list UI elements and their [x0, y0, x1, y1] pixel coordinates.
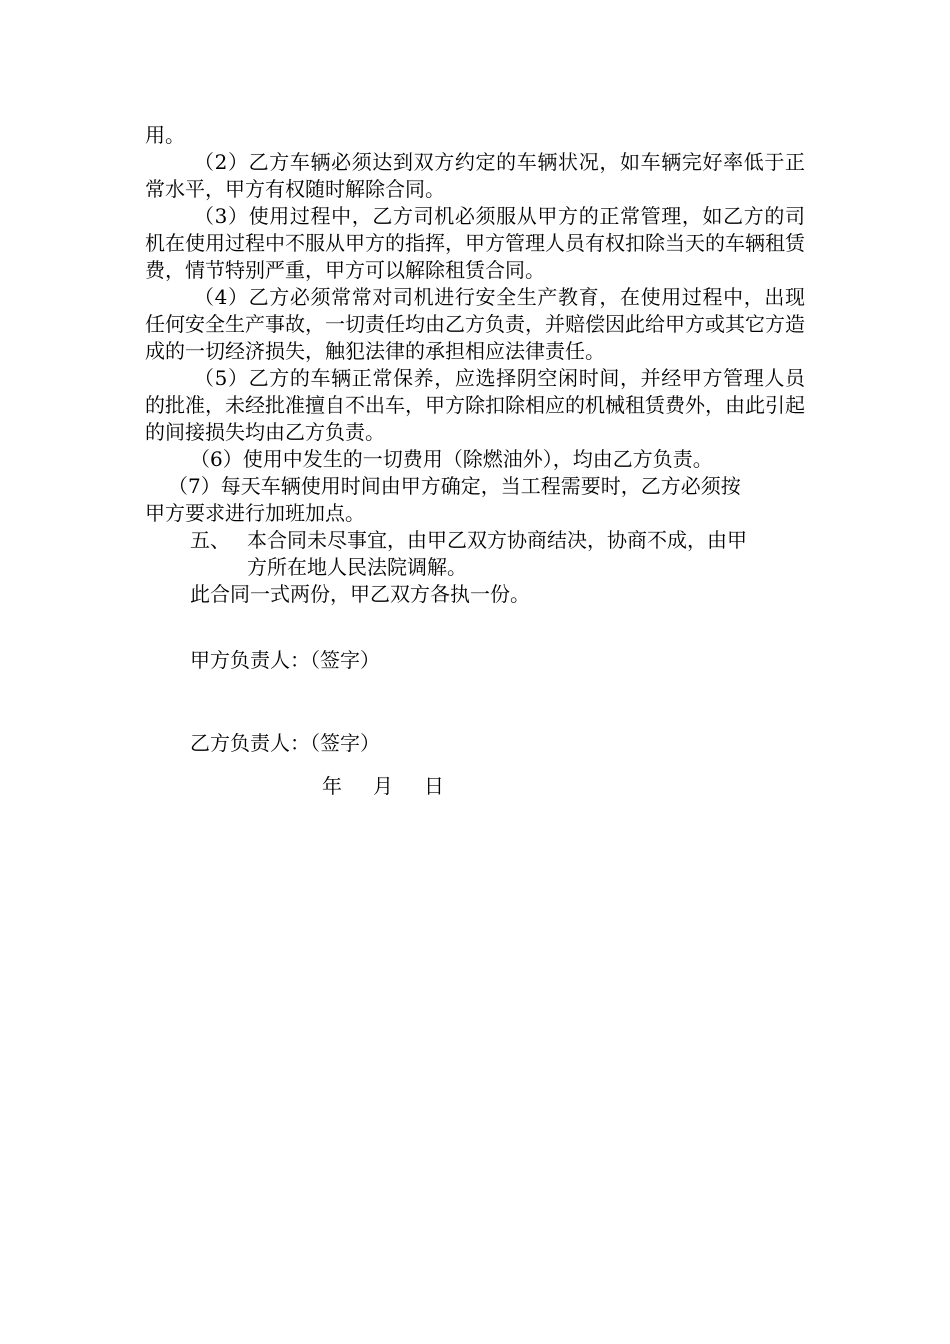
clause-3: （3）使用过程中，乙方司机必须服从甲方的正常管理，如乙方的司机在使用过程中不服从甲方的指挥，甲方管理人员有权扣除当天的车辆租赁费，情节特别严重，甲方可以解除租赁合同。	[145, 204, 805, 282]
party-b-signature-line: 乙方负责人：（签字）	[190, 731, 380, 755]
clause-4: （4）乙方必须常常对司机进行安全生产教育，在使用过程中，出现任何安全生产事故，一切责任均由乙方负责，并赔偿因此给甲方或其它方造成的一切经济损失，触犯法律的承担相应法律责任。	[145, 285, 805, 363]
date-day: 日	[424, 774, 444, 798]
date-year: 年	[322, 774, 342, 798]
clause-7-line-2: 甲方要求进行加班加点。	[145, 501, 365, 525]
clause-2: （2）乙方车辆必须达到双方约定的车辆状况，如车辆完好率低于正常水平，甲方有权随时解除合同。	[145, 150, 805, 201]
clause-5: （5）乙方的车辆正常保养，应选择阴空闲时间，并经甲方管理人员的批准，未经批准擅自不出车，甲方除扣除相应的机械租赁费外，由此引起的间接损失均由乙方负责。	[145, 366, 805, 444]
date-month: 月	[373, 774, 393, 798]
clause-6: （6）使用中发生的一切费用（除燃油外），均由乙方负责。	[190, 447, 713, 471]
continued-text: 用。	[145, 123, 185, 147]
article-five-number: 五、	[190, 528, 230, 552]
clause-7-line-1: （7）每天车辆使用时间由甲方确定，当工程需要时，乙方必须按	[168, 474, 741, 498]
article-five-line-1: 本合同未尽事宜，由甲乙双方协商结决，协商不成，由甲	[247, 528, 747, 552]
party-a-signature-line: 甲方负责人：（签字）	[190, 648, 380, 672]
copies-statement: 此合同一式两份，甲乙双方各执一份。	[190, 582, 530, 606]
article-five-line-2: 方所在地人民法院调解。	[247, 555, 467, 579]
